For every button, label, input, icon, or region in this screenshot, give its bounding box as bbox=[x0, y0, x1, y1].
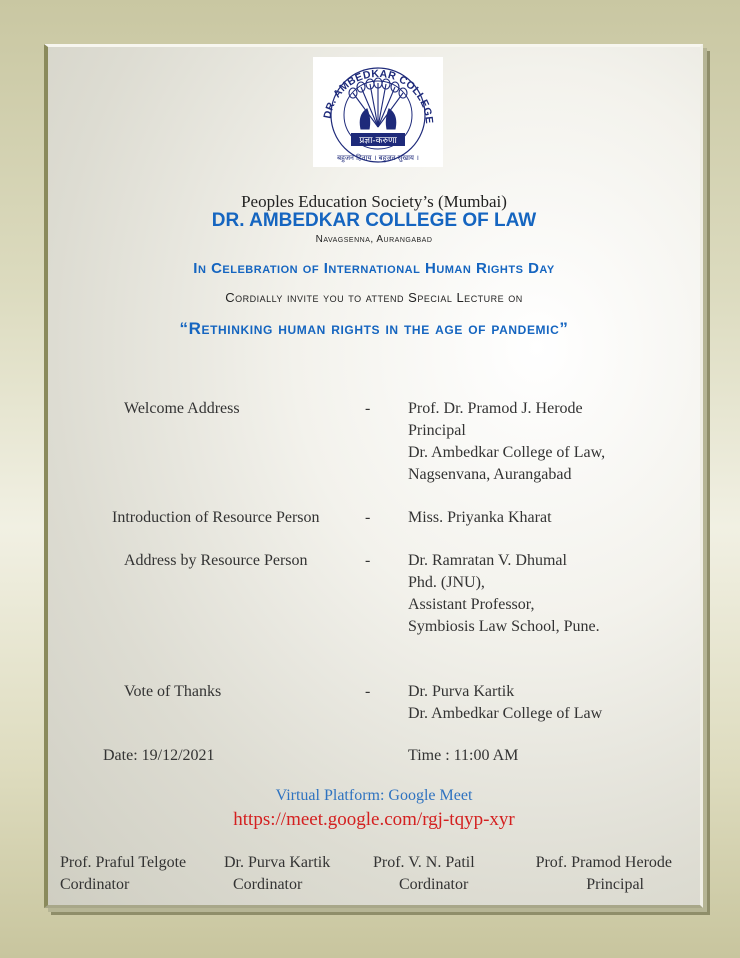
college-logo bbox=[313, 57, 443, 167]
signatory-name: Prof. Pramod Herode bbox=[535, 854, 672, 871]
program-separator: - bbox=[365, 683, 371, 700]
invite-line: Cordially invite you to attend Special Lecture on bbox=[225, 290, 523, 305]
svg-text:बहुजन हिताय । बहुजन सुखाय ।: बहुजन हिताय । बहुजन सुखाय । bbox=[337, 154, 419, 162]
program-details-address bbox=[408, 550, 600, 638]
detail-line: Nagsenvana, Aurangabad bbox=[408, 466, 572, 483]
college-name: DR. AMBEDKAR COLLEGE OF LAW bbox=[211, 210, 537, 231]
program-separator: - bbox=[365, 552, 371, 569]
signatory-title: Cordinator bbox=[233, 876, 303, 893]
program-details-thanks bbox=[408, 681, 602, 725]
detail-line: Prof. Dr. Pramod J. Herode bbox=[408, 400, 583, 417]
detail-line: Principal bbox=[408, 422, 466, 439]
program-role-introduction: Introduction of Resource Person bbox=[112, 509, 320, 526]
detail-line: Assistant Professor, bbox=[408, 596, 535, 613]
program-separator: - bbox=[365, 509, 371, 526]
lecture-title: “Rethinking human rights in the age of pandemic” bbox=[179, 319, 569, 338]
detail-line: Dr. Ambedkar College of Law bbox=[408, 705, 603, 722]
meet-link[interactable]: https://meet.google.com/rgj-tqyp-xyr bbox=[233, 809, 515, 830]
detail-line: Symbiosis Law School, Pune. bbox=[408, 618, 600, 635]
program-separator: - bbox=[365, 400, 371, 417]
program-role-welcome: Welcome Address bbox=[124, 400, 240, 417]
detail-line: Dr. Purva Kartik bbox=[408, 683, 515, 700]
invitation-card bbox=[44, 44, 703, 908]
event-date: Date: 19/12/2021 bbox=[103, 747, 215, 764]
detail-line: Dr. Ambedkar College of Law, bbox=[408, 444, 606, 461]
society-name: Peoples Education Society’s (Mumbai) bbox=[241, 192, 507, 211]
signatory-4 bbox=[516, 852, 672, 896]
college-location: Navagsenna, Aurangabad bbox=[315, 234, 433, 245]
celebration-heading: In Celebration of International Human Rights Day bbox=[193, 260, 555, 277]
detail-line: Miss. Priyanka Kharat bbox=[408, 509, 552, 526]
signatory-3 bbox=[373, 852, 475, 896]
signatory-name: Dr. Purva Kartik bbox=[224, 854, 331, 871]
signatory-name: Prof. V. N. Patil bbox=[373, 854, 475, 871]
program-details-welcome bbox=[408, 398, 605, 486]
signatory-1 bbox=[60, 852, 186, 896]
event-time: Time : 11:00 AM bbox=[408, 747, 519, 764]
signatory-2 bbox=[224, 852, 330, 896]
signatory-title: Cordinator bbox=[60, 876, 130, 893]
signatory-title: Cordinator bbox=[399, 876, 469, 893]
signatory-name: Prof. Praful Telgote bbox=[60, 854, 187, 871]
program-role-thanks: Vote of Thanks bbox=[124, 683, 222, 700]
program-role-address: Address by Resource Person bbox=[124, 552, 308, 569]
svg-text:DR. AMBEDKAR COLLEGE OF LAW: DR. AMBEDKAR COLLEGE bbox=[321, 67, 436, 125]
detail-line: Phd. (JNU), bbox=[408, 574, 485, 591]
program-details-introduction bbox=[408, 507, 552, 529]
svg-text:प्रज्ञा-करुणा: प्रज्ञा-करुणा bbox=[359, 136, 397, 146]
logo-emblem-icon bbox=[313, 57, 443, 167]
virtual-platform: Virtual Platform: Google Meet bbox=[275, 787, 473, 804]
signatory-title: Principal bbox=[586, 876, 644, 893]
detail-line: Dr. Ramratan V. Dhumal bbox=[408, 552, 567, 569]
